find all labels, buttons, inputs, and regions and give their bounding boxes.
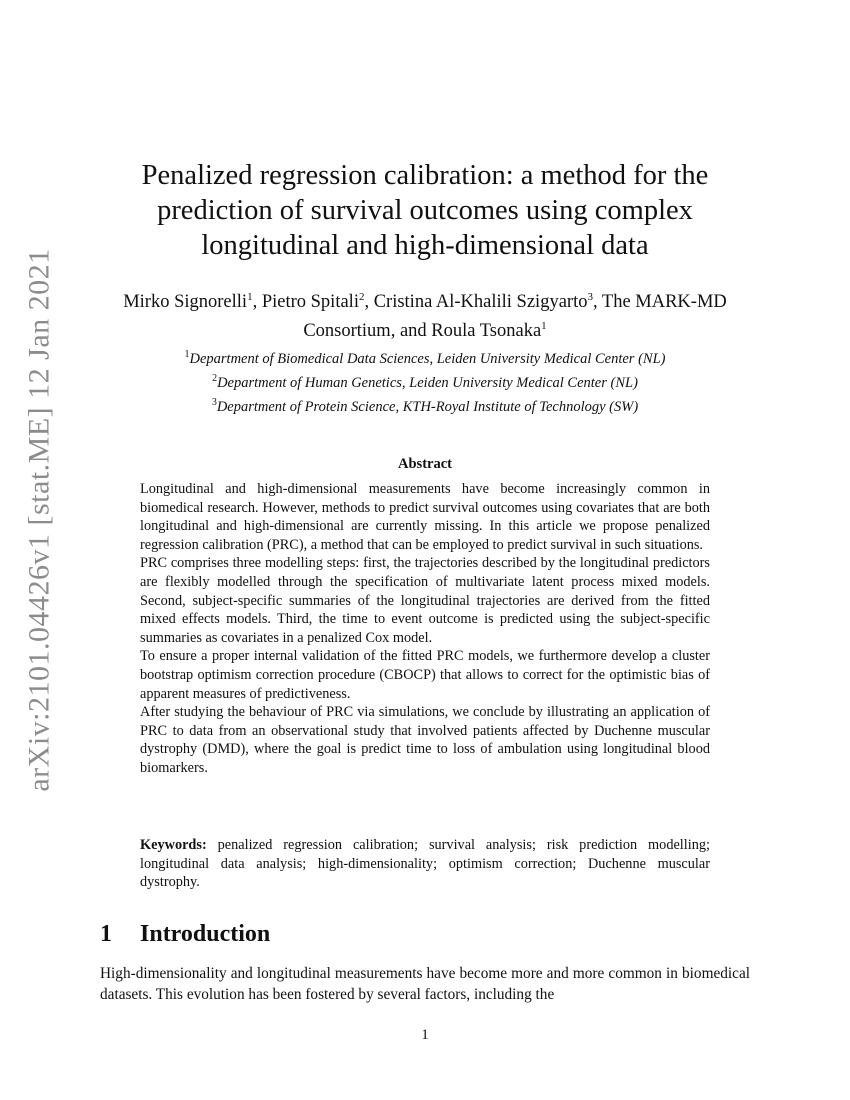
keywords (140, 836, 710, 892)
affiliation-list (100, 345, 750, 416)
affiliation: $^1$Department of Biomedical Data Sciences, Leiden University Medical Center (NL) (184, 349, 666, 367)
abstract-paragraph: To ensure a proper internal validation of the fitted PRC models, we furthermore develop a cluster bootstrap optimism correction procedure (CBOCP) that allows to correct for the optimistic bias of apparent measures of predictiveness. (140, 648, 710, 702)
abstract-heading: Abstract (398, 456, 452, 472)
arxiv-watermark-text: arXiv:2101.04426v1 [stat.ME] 12 Jan 2021 (23, 248, 56, 792)
intro-paragraph: High-dimensionality and longitudinal measurements have become more and more common in biomedical datasets. This evolution has been fostered by several factors, including the (100, 965, 750, 1003)
affiliation: $^2$Department of Human Genetics, Leiden University Medical Center (NL) (212, 372, 638, 391)
abstract-paragraph: PRC comprises three modelling steps: first, the trajectories described by the longitudinal predictors are flexibly modelled through the specification of multivariate latent process mixed models. Second, subject-specific summaries of the longitudinal trajectories are derived from the fitted mixed effects models. Third, the time to event outcome is predicted using the subject-specific summaries as covariates in a penalized Cox model. (140, 555, 710, 646)
paper-title: Penalized regression calibration: a method for the prediction of survival outcomes using complex longitudinal and high-dimensional data (141, 160, 709, 261)
author: Cristina Al-Khalili Szigyarto$^3$, (373, 291, 602, 313)
author: Mirko Signorelli$^1$, (123, 291, 262, 313)
author: The MARK-MD Consortium, and (303, 292, 727, 342)
section-number: 1 (100, 921, 112, 947)
page-number: 1 (421, 1027, 429, 1043)
author: Pietro Spitali$^2$, (261, 291, 374, 313)
section-title: Introduction (140, 921, 271, 947)
keywords-label: Keywords: (140, 837, 207, 853)
abstract-body (140, 480, 710, 778)
affiliation: $^3$Department of Protein Science, KTH-Royal Institute of Technology (SW) (211, 396, 639, 415)
section-heading (100, 921, 750, 948)
arxiv-watermark (18, 210, 62, 830)
keywords-text: penalized regression calibration; survival analysis; risk prediction modelling; longitudinal data analysis; high-dimensionality; optimism correction; Duchenne muscular dystrophy. (140, 837, 710, 891)
abstract-paragraph: Longitudinal and high-dimensional measurements have become increasingly common in biomedical research. However, methods to predict survival outcomes using covariates that are both longitudinal and high-dimensional are currently missing. In this article we propose penalized regression calibration (PRC), a method that can be employed to predict survival in such situations. (140, 481, 710, 553)
author-list (120, 285, 730, 343)
abstract-paragraph: After studying the behaviour of PRC via simulations, we conclude by illustrating an application of PRC to data from an observational study that involved patients affected by Duchenne muscular dystrophy (DMD), where the goal is predict time to loss of ambulation using longitudinal blood biomarkers. (140, 704, 710, 776)
author: Roula Tsonaka$^1$ (431, 320, 547, 342)
